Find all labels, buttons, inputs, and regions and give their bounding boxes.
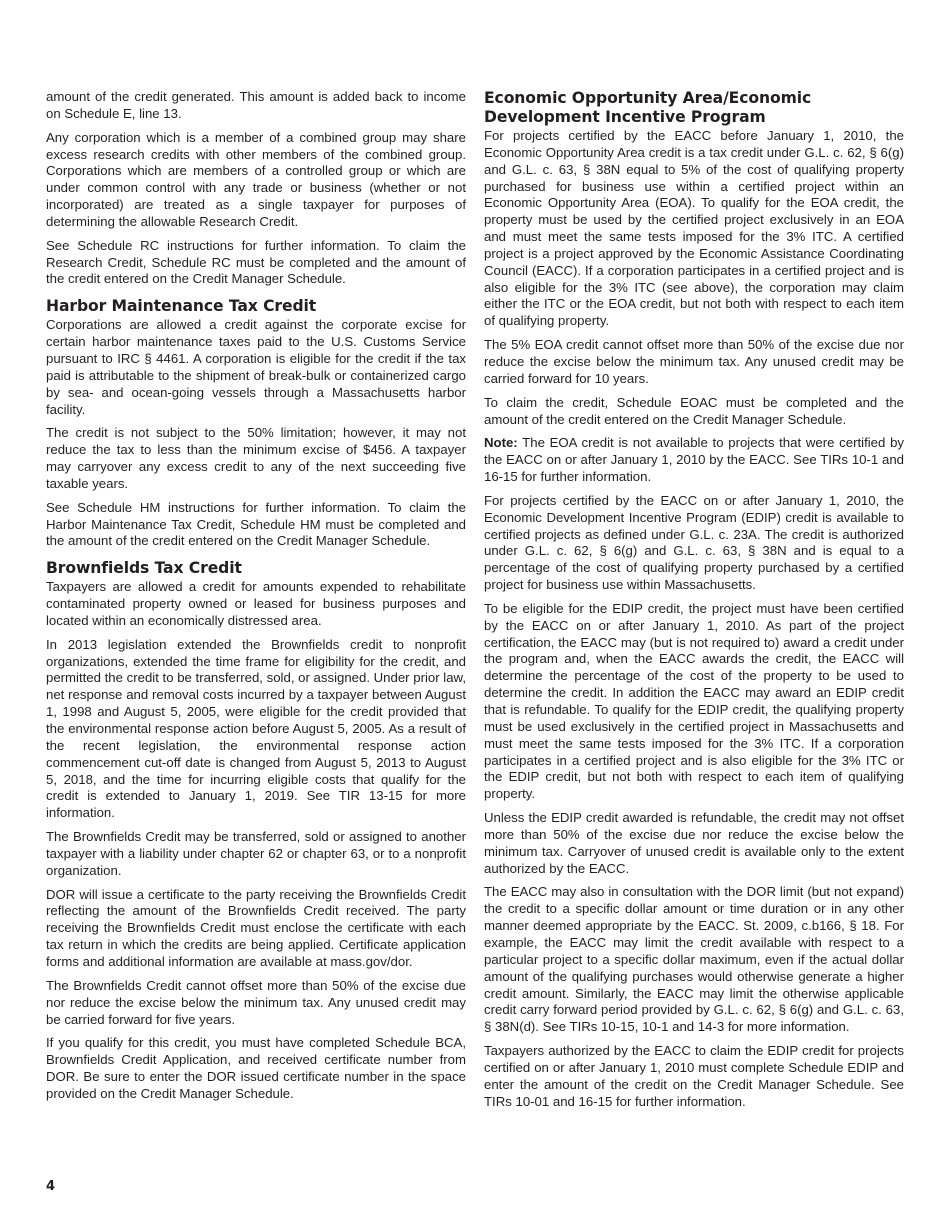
research-credit-continued: amount of the credit generated. This amount is added back to income on Schedule E, line 13. (46, 89, 466, 121)
eoa-note (484, 435, 904, 486)
note-label: Note: (484, 435, 518, 451)
harbor-paragraph-1: Corporations are allowed a credit against the corporate excise for certain harbor maintenance taxes paid to the U.S. Customs Service pursuant to IRC § 4461. A corporation is eligible for the credit if the tax paid is attributable to the shipment of break-bulk or containerized cargo by sea- and ocean-going vessels through a Massachusetts harbor facility. (46, 317, 466, 417)
brownfields-paragraph-5: The Brownfields Credit cannot offset more than 50% of the excise due nor reduce the excise below the minimum tax. Any unused credit may be carried forward for five years. (46, 977, 466, 1027)
brownfields-paragraph-3: The Brownfields Credit may be transferred, sold or assigned to another taxpayer with a liability under chapter 62 or chapter 63, or to a nonprofit organization. (46, 829, 466, 878)
edip-paragraph-5: Taxpayers authorized by the EACC to claim the EDIP credit for projects certified on or after January 1, 2010 must complete Schedule EDIP and enter the amount of the credit on the Credit Manager Schedule. See TIRs 10-01 and 16-15 for further information. (484, 1043, 904, 1109)
harbor-paragraph-2: The credit is not subject to the 50% limitation; however, it may not reduce the tax to less than the minimum excise of $456. A taxpayer may carryover any excess credit to any of the next succeeding five taxable years. (46, 425, 466, 491)
right-column (484, 89, 904, 1117)
brownfields-paragraph-2: In 2013 legislation extended the Brownfields credit to nonprofit organizations, extended the time frame for eligibility for the credit, and permitted the credit to be transferred, sold, or assigned. Under prior law, net response and removal costs incurred by a taxpayer between August 1, 1998 and August 5, 2005, were eligible for the credit provided that the environmental response action before August 5, 2005. As a result of the recent legislation, the environmental response action commencement cut-off date is changed from August 5, 2013 to August 5, 2018, and the time for incurring eligible costs that qualify for the credit is extended to January 1, 2019. See TIR 13-15 for more information. (46, 636, 467, 821)
schedule-rc-paragraph: See Schedule RC instructions for further information. To claim the Research Credit, Schedule RC must be completed and the amount of the credit entered on the Credit Manager Schedule. (46, 237, 466, 287)
edip-paragraph-1: For projects certified by the EACC on or after January 1, 2010, the Economic Development Incentive Program (EDIP) credit is available to certified projects as defined under G.L. c. 23A. The credit is authorized under G.L. c. 62, § 6(g) and G.L. c. 63, § 38N and is equal to a percentage of the cost of qualifying property purchased by a certified project for business use within Massachusetts. (484, 492, 904, 593)
page-number: 4 (46, 1179, 56, 1194)
note-text: The EOA credit is not available to projects that were certified by the EACC on or after January 1, 2010 by the EACC. See TIRs 10-1 and 16-15 for further information. (484, 435, 904, 485)
eoa-paragraph-2: The 5% EOA credit cannot offset more than 50% of the excise due nor reduce the excise below the minimum tax. Any unused credit may be carried forward for 10 years. (484, 337, 904, 386)
eoa-paragraph-3: To claim the credit, Schedule EOAC must be completed and the amount of the credit entered on the Credit Manager Schedule. (484, 394, 904, 427)
left-column (46, 89, 466, 1110)
harbor-paragraph-3: See Schedule HM instructions for further information. To claim the Harbor Maintenance Tax Credit, Schedule HM must be completed and the amount of the credit entered on the Credit Manager Schedule. (46, 499, 466, 549)
combined-group-paragraph: Any corporation which is a member of a combined group may share excess research credits with other members of the combined group. Corporations which are members of a controlled group or which are under common control with any trade or business (whether or not incorporated) are treated as a single taxpayer for purposes of determining the allowable Research Credit. (46, 129, 466, 229)
brownfields-paragraph-4: DOR will issue a certificate to the party receiving the Brownfields Credit reflecting the amount of the Brownfields Credit received. The party receiving the Brownfields Credit must enclose the certificate with each tax return in which the credits are being applied. Certificate application forms and additional information are available at mass.gov/dor. (46, 886, 466, 969)
edip-paragraph-2: To be eligible for the EDIP credit, the project must have been certified by the EACC on or after January 1, 2010. As part of the project certification, the EACC may (but is not required to) award a credit under the program and, when the EACC awards the credit, the EACC will determine the percentage of the cost of the property to be used to determine the credit. In addition the EACC may award an EDIP credit that is refundable. To qualify for the EDIP credit, the qualifying property must be used exclusively in the certified project in Massachusetts and must meet the same tests imposed for the 3% ITC. If a corporation participates in a certified project and is also eligible for the 3% ITC or the EDIP credit, but not both with respect to each item of qualifying property. (484, 600, 904, 802)
harbor-maintenance-heading: Harbor Maintenance Tax Credit (46, 297, 317, 316)
eoa-edip-heading: Economic Opportunity Area/Economic Development Incentive Program (484, 89, 812, 126)
edip-paragraph-4: The EACC may also in consultation with the DOR limit (but not expand) the credit to a specific dollar amount or time duration or in any other manner deemed appropriate by the EACC. St. 2009, c.b166, § 18. For example, the EACC may limit the credit available with respect to a particular project to a specific dollar maximum, even if the actual dollar amount of the qualifying purchases would otherwise generate a higher credit amount. Similarly, the EACC may limit the otherwise applicable credit carry forward period provided by G.L. c. 62, § 6(g) and G.L. c. 63, § 38N(d). See TIRs 10-15, 10-1 and 14-3 for more information. (484, 884, 904, 1035)
brownfields-paragraph-1: Taxpayers are allowed a credit for amounts expended to rehabilitate contaminated property owned or leased for business purposes and located within an economically distressed area. (46, 579, 466, 628)
eoa-paragraph-1: For projects certified by the EACC before January 1, 2010, the Economic Opportunity Area credit is a tax credit under G.L. c. 62, § 6(g) and G.L. c. 63, § 38N equal to 5% of the cost of qualifying property purchased for business use within a certified project within an Economic Opportunity Area (EOA). To qualify for the EOA credit, the property must be used by the certified project exclusively in an EOA and must meet the same tests imposed for the 3% ITC. A certified project is a project approved by the Economic Assistance Coordinating Council (EACC). If a corporation participates in a certified project and is also eligible for the 3% ITC (see above), the corporation may claim either the ITC or the EOA credit, but not both with respect to each item of qualifying property. (484, 128, 904, 329)
brownfields-paragraph-6: If you qualify for this credit, you must have completed Schedule BCA, Brownfields Credit Application, and received certificate number from DOR. Be sure to enter the DOR issued certificate number in the space provided on the Credit Manager Schedule. (46, 1035, 466, 1101)
edip-paragraph-3: Unless the EDIP credit awarded is refundable, the credit may not offset more than 50% of the excise due nor reduce the excise below the minimum tax. Carryover of unused credit is available only to the extent authorized by the EACC. (484, 810, 904, 876)
brownfields-heading: Brownfields Tax Credit (46, 559, 242, 578)
